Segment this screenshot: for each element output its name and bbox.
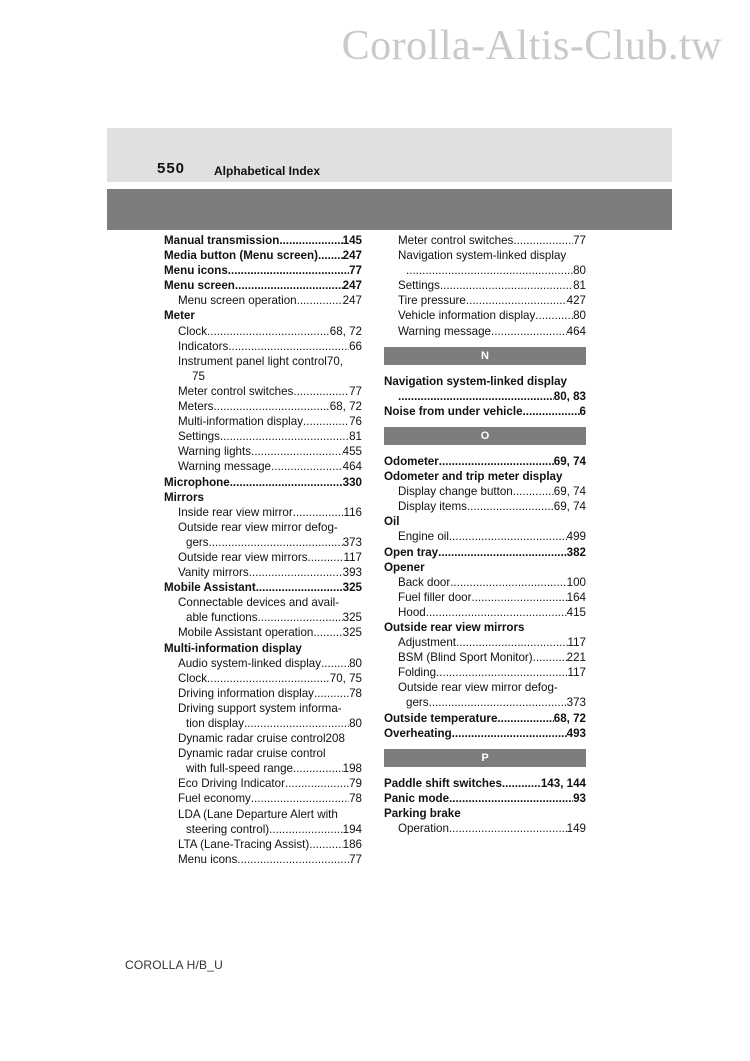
index-entry-page: 247 (342, 249, 362, 263)
index-entry-page: 69, 74 (553, 454, 586, 468)
index-entry-page: 117 (343, 550, 362, 564)
leader-dots (309, 837, 342, 852)
leader-dots (513, 484, 554, 499)
index-entry-label: Multi-information display (178, 415, 304, 429)
index-entry-page: 325 (342, 611, 362, 625)
index-entry (384, 711, 586, 726)
index-entry-label: Warning message (178, 460, 272, 474)
index-entry (164, 339, 362, 354)
leader-dots (467, 499, 554, 514)
index-entry-page: 79 (349, 777, 362, 791)
index-entry-page: 455 (342, 445, 362, 459)
index-entry (384, 404, 586, 419)
leader-dots (502, 776, 541, 791)
index-entry-label: Outside rear view mirror defog- (398, 681, 558, 695)
leader-dots (271, 459, 343, 474)
leader-dots (456, 635, 568, 650)
index-entry-page: 69, 74 (553, 485, 586, 499)
leader-dots (220, 429, 349, 444)
index-entry-page: 325 (342, 626, 362, 640)
index-entry-page: 149 (566, 822, 586, 835)
index-entry-label: with full-speed range (186, 762, 293, 776)
index-entry-label: Outside rear view mirrors (178, 550, 308, 564)
index-entry (164, 505, 362, 520)
index-entry-page: 77 (349, 852, 362, 866)
index-entry-label: tion display (186, 717, 245, 730)
header-divider-band (107, 189, 672, 230)
index-entry-label: steering control) (186, 822, 270, 836)
leader-dots (256, 580, 343, 595)
leader-dots (466, 293, 567, 308)
leader-dots (440, 278, 573, 293)
index-entry-label: Menu icons (178, 852, 238, 866)
index-entry-page: 68, 72 (329, 324, 362, 338)
page-number: 550 (157, 160, 186, 177)
leader-dots (523, 404, 580, 419)
index-entry-continuation (384, 263, 586, 278)
index-entry-label: Driving information display (178, 686, 314, 700)
index-entry-page: 69, 74 (553, 500, 586, 514)
index-entry-continuation (384, 389, 586, 404)
page-header (107, 128, 672, 182)
index-entry (384, 529, 586, 544)
index-entry (384, 233, 586, 248)
leader-dots (429, 695, 567, 710)
index-entry-page: 330 (342, 475, 362, 489)
index-entry-page: 145 (342, 234, 362, 247)
index-entry-page: 464 (342, 460, 362, 474)
index-entry-label: Opener (384, 560, 425, 574)
leader-dots (258, 610, 343, 625)
index-entry (164, 701, 362, 716)
leader-dots (209, 535, 343, 550)
index-entry (164, 429, 362, 444)
leader-dots (308, 550, 344, 565)
index-entry-page: 325 (342, 581, 362, 595)
index-entry (164, 475, 362, 490)
index-entry-page: 373 (566, 696, 586, 710)
index-entry (384, 650, 586, 665)
index-entry-label: Odometer (384, 454, 439, 468)
index-entry-page: 194 (342, 822, 362, 836)
index-entry-label: Clock (178, 671, 207, 685)
index-entry (164, 550, 362, 565)
index-entry-continuation (164, 822, 362, 837)
letter-section-header: O (384, 427, 586, 445)
index-entry-label: Clock (178, 324, 207, 338)
index-entry-label: Dynamic radar cruise control208 (178, 732, 345, 746)
index-entry (384, 324, 586, 339)
index-entry-label: Menu screen (164, 279, 235, 293)
leader-dots (230, 475, 343, 490)
index-entry (164, 233, 362, 248)
index-entry-page: 80 (573, 309, 586, 323)
index-entry-page: 68, 72 (553, 711, 586, 725)
index-entry (164, 384, 362, 399)
index-entry-label: Panic mode (384, 791, 450, 805)
section-title: Alphabetical Index (214, 164, 321, 178)
index-entry (164, 625, 362, 640)
footer-model-code: COROLLA H/B_U (125, 958, 223, 972)
index-entry (164, 459, 362, 474)
index-entry-label: Open tray (384, 545, 439, 559)
index-entry (384, 806, 586, 821)
index-entry-label: Engine oil (398, 530, 449, 544)
leader-dots (251, 444, 343, 459)
index-entry (164, 746, 362, 761)
leader-dots (452, 726, 567, 741)
leader-dots (318, 248, 343, 263)
index-entry-label: Indicators (178, 339, 229, 353)
index-entry-page: 6 (579, 404, 586, 418)
index-entry-page: 493 (566, 726, 586, 740)
index-entry-label: Display change button (398, 485, 513, 499)
index-entry-label: Operation (398, 822, 449, 835)
index-entry-continuation (164, 535, 362, 550)
index-entry-label: Parking brake (384, 806, 461, 820)
index-entry (164, 641, 362, 656)
index-entry-page: 78 (349, 686, 362, 700)
index-entry (384, 590, 586, 605)
leader-dots (471, 590, 566, 605)
index-entry (384, 293, 586, 308)
index-entry-page: 78 (349, 792, 362, 806)
index-entry-page: 66 (349, 339, 362, 353)
index-entry-label: Adjustment (398, 636, 456, 650)
index-entry-label: Multi-information display (164, 641, 302, 655)
index-entry-label: Overheating (384, 726, 452, 740)
index-entry (384, 821, 586, 836)
index-entry-page: 116 (343, 505, 362, 519)
index-entry (164, 308, 362, 323)
index-entry-label: Display items (398, 500, 467, 514)
index-entry-label: Eco Driving Indicator (178, 777, 285, 791)
index-entry (384, 248, 586, 263)
leader-dots (303, 414, 349, 429)
index-entry-label: LTA (Lane-Tracing Assist) (178, 837, 310, 851)
index-entry (164, 278, 362, 293)
leader-dots (228, 263, 349, 278)
index-entry (164, 399, 362, 414)
index-entry-page: 198 (342, 762, 362, 776)
leader-dots (513, 233, 573, 248)
index-entry-page: 464 (566, 324, 586, 338)
leader-dots (398, 389, 554, 404)
index-entry-label: LDA (Lane Departure Alert with (178, 807, 338, 821)
leader-dots (269, 822, 343, 837)
index-entry (164, 731, 362, 746)
index-entry-page: 80 (349, 656, 362, 670)
leader-dots (321, 656, 349, 671)
leader-dots (244, 716, 349, 731)
leader-dots (213, 399, 329, 414)
index-entry-label: Mobile Assistant (164, 581, 256, 595)
index-entry-label: Dynamic radar cruise control (178, 747, 326, 761)
index-entry-page: 81 (349, 430, 362, 444)
index-entry-page: 80, 83 (553, 389, 586, 403)
index-entry (384, 545, 586, 560)
index-entry-label: BSM (Blind Sport Monitor) (398, 651, 533, 665)
leader-dots (207, 671, 330, 686)
index-entry-label: Navigation system-linked display (398, 249, 567, 263)
index-entry-label: Driving support system informa- (178, 701, 342, 715)
index-entry (164, 776, 362, 791)
index-entry-page: 77 (349, 384, 362, 398)
index-entry-continuation (164, 761, 362, 776)
index-entry-label: Fuel filler door (398, 590, 472, 604)
index-entry-continuation (164, 716, 362, 731)
leader-dots (235, 278, 343, 293)
index-entry-page: 247 (342, 294, 362, 308)
index-entry-page: 68, 72 (329, 400, 362, 414)
index-entry (384, 791, 586, 806)
leader-dots (449, 791, 573, 806)
index-entry-label: Hood (398, 605, 426, 619)
index-entry-label: Settings (178, 430, 220, 444)
index-entry (164, 595, 362, 610)
index-entry (164, 686, 362, 701)
index-entry-label: Noise from under vehicle (384, 404, 523, 418)
index-entry-page: 93 (573, 791, 586, 805)
index-entry-label: Menu icons (164, 264, 228, 278)
index-entry-page: 77 (349, 264, 362, 278)
index-entry-label: Meter control switches (178, 384, 294, 398)
index-entry-page: 80 (573, 264, 586, 278)
index-entry-label: Back door (398, 575, 451, 589)
index-entry-page: 393 (342, 566, 362, 580)
index-entry-label: Odometer and trip meter display (384, 470, 563, 484)
index-entry (164, 791, 362, 806)
index-entry-page: 117 (567, 666, 586, 680)
index-entry-label: Folding (398, 666, 437, 680)
index-column-left (164, 233, 362, 867)
leader-dots (535, 308, 573, 323)
index-entry (164, 490, 362, 505)
index-entry-page: 143, 144 (540, 776, 586, 790)
index-entry-label: Mirrors (164, 490, 204, 504)
index-entry-page: 117 (567, 636, 586, 650)
index-entry-label: Tire pressure (398, 294, 466, 308)
index-entry-page: 415 (566, 605, 586, 619)
index-entry (164, 837, 362, 852)
index-entry-label: Outside rear view mirror defog- (178, 520, 338, 534)
index-entry-label: Fuel economy (178, 792, 251, 806)
index-entry-page: 80 (349, 717, 362, 730)
index-entry-label: Outside rear view mirrors (384, 620, 525, 634)
index-entry-page: 100 (566, 575, 586, 589)
index-entry-page: 76 (349, 415, 362, 429)
index-entry (384, 665, 586, 680)
leader-dots (293, 384, 349, 399)
index-entry (164, 444, 362, 459)
index-entry (384, 484, 586, 499)
index-entry-label: Connectable devices and avail- (178, 596, 340, 610)
leader-dots (237, 852, 349, 867)
index-entry-label: Vehicle information display (398, 309, 536, 323)
index-entry (384, 514, 586, 529)
index-entry-page: 221 (566, 651, 586, 665)
index-entry (384, 605, 586, 620)
index-entry-page: 164 (566, 590, 586, 604)
index-entry-label: Paddle shift switches (384, 776, 502, 790)
index-entry-page: 70, 75 (329, 671, 362, 685)
index-entry (164, 414, 362, 429)
index-entry-label: gers (186, 535, 209, 549)
leader-dots (207, 324, 330, 339)
index-entry-label: Navigation system-linked display (384, 374, 567, 388)
index-entry-label: gers (406, 696, 429, 710)
leader-dots (293, 505, 344, 520)
leader-dots (293, 761, 343, 776)
leader-dots (313, 625, 342, 640)
index-entry-label: Oil (384, 515, 400, 529)
index-entry (164, 852, 362, 867)
index-entry-label: Media button (Menu screen) (164, 249, 318, 263)
index-entry (384, 374, 586, 389)
leader-dots (406, 263, 573, 278)
index-entry (164, 324, 362, 339)
leader-dots (450, 575, 566, 590)
index-entry (384, 776, 586, 791)
index-entry-label: Meter (164, 309, 195, 323)
leader-dots (285, 776, 349, 791)
leader-dots (438, 545, 567, 560)
index-entry (384, 454, 586, 469)
leader-dots (491, 324, 567, 339)
leader-dots (497, 711, 553, 726)
leader-dots (279, 233, 342, 248)
index-entry-label: Meter control switches (398, 234, 514, 247)
leader-dots (449, 821, 567, 836)
index-entry (164, 354, 362, 369)
index-entry-page: 427 (566, 294, 586, 308)
index-entry-label: Audio system-linked display (178, 656, 322, 670)
index-entry-continuation: 75 (192, 369, 205, 383)
index-entry (164, 656, 362, 671)
index-entry-page: 247 (342, 279, 362, 293)
index-entry (384, 680, 586, 695)
leader-dots (314, 686, 349, 701)
index-entry (384, 469, 586, 484)
index-entry (384, 575, 586, 590)
index-entry-label: Warning lights (178, 445, 252, 459)
index-entry (164, 248, 362, 263)
watermark-text: Corolla-Altis-Club.tw (341, 23, 722, 69)
letter-section-header: P (384, 749, 586, 767)
index-entry-label: Manual transmission (164, 234, 280, 247)
index-entry (384, 726, 586, 741)
index-entry (384, 560, 586, 575)
index-entry-label: Vanity mirrors (178, 566, 249, 580)
index-entry-page: 81 (573, 279, 586, 293)
leader-dots (228, 339, 349, 354)
index-entry-label: Microphone (164, 475, 230, 489)
index-entry-continuation (384, 695, 586, 710)
leader-dots (251, 791, 349, 806)
index-entry-label: Meters (178, 400, 214, 414)
index-entry (384, 620, 586, 635)
index-entry-page: 373 (342, 535, 362, 549)
index-entry-page: 382 (566, 545, 586, 559)
index-entry-continuation (164, 610, 362, 625)
index-entry-page: 499 (566, 530, 586, 544)
index-entry (164, 293, 362, 308)
index-entry (384, 499, 586, 514)
index-entry-label: Settings (398, 279, 440, 293)
index-entry (384, 278, 586, 293)
index-entry (384, 308, 586, 323)
index-entry (384, 635, 586, 650)
index-entry-label: Menu screen operation (178, 294, 297, 308)
index-entry (164, 671, 362, 686)
leader-dots (449, 529, 567, 544)
index-entry-label: Outside temperature (384, 711, 498, 725)
index-column-right (384, 233, 586, 836)
index-entry-label: Instrument panel light control70, (178, 354, 343, 368)
index-entry-label: Inside rear view mirror (178, 505, 293, 519)
leader-dots (249, 565, 343, 580)
leader-dots (436, 665, 567, 680)
index-entry (164, 807, 362, 822)
index-entry (164, 263, 362, 278)
leader-dots (426, 605, 567, 620)
index-entry-label: Warning message (398, 324, 492, 338)
index-entry-page: 77 (573, 234, 586, 247)
letter-section-header: N (384, 347, 586, 365)
index-entry (164, 580, 362, 595)
index-entry-label: able functions (186, 611, 258, 625)
index-entry (164, 565, 362, 580)
leader-dots (533, 650, 567, 665)
index-entry-page: 186 (342, 837, 362, 851)
leader-dots (439, 454, 554, 469)
index-entry-label: Mobile Assistant operation (178, 626, 314, 640)
leader-dots (297, 293, 343, 308)
index-entry (164, 520, 362, 535)
